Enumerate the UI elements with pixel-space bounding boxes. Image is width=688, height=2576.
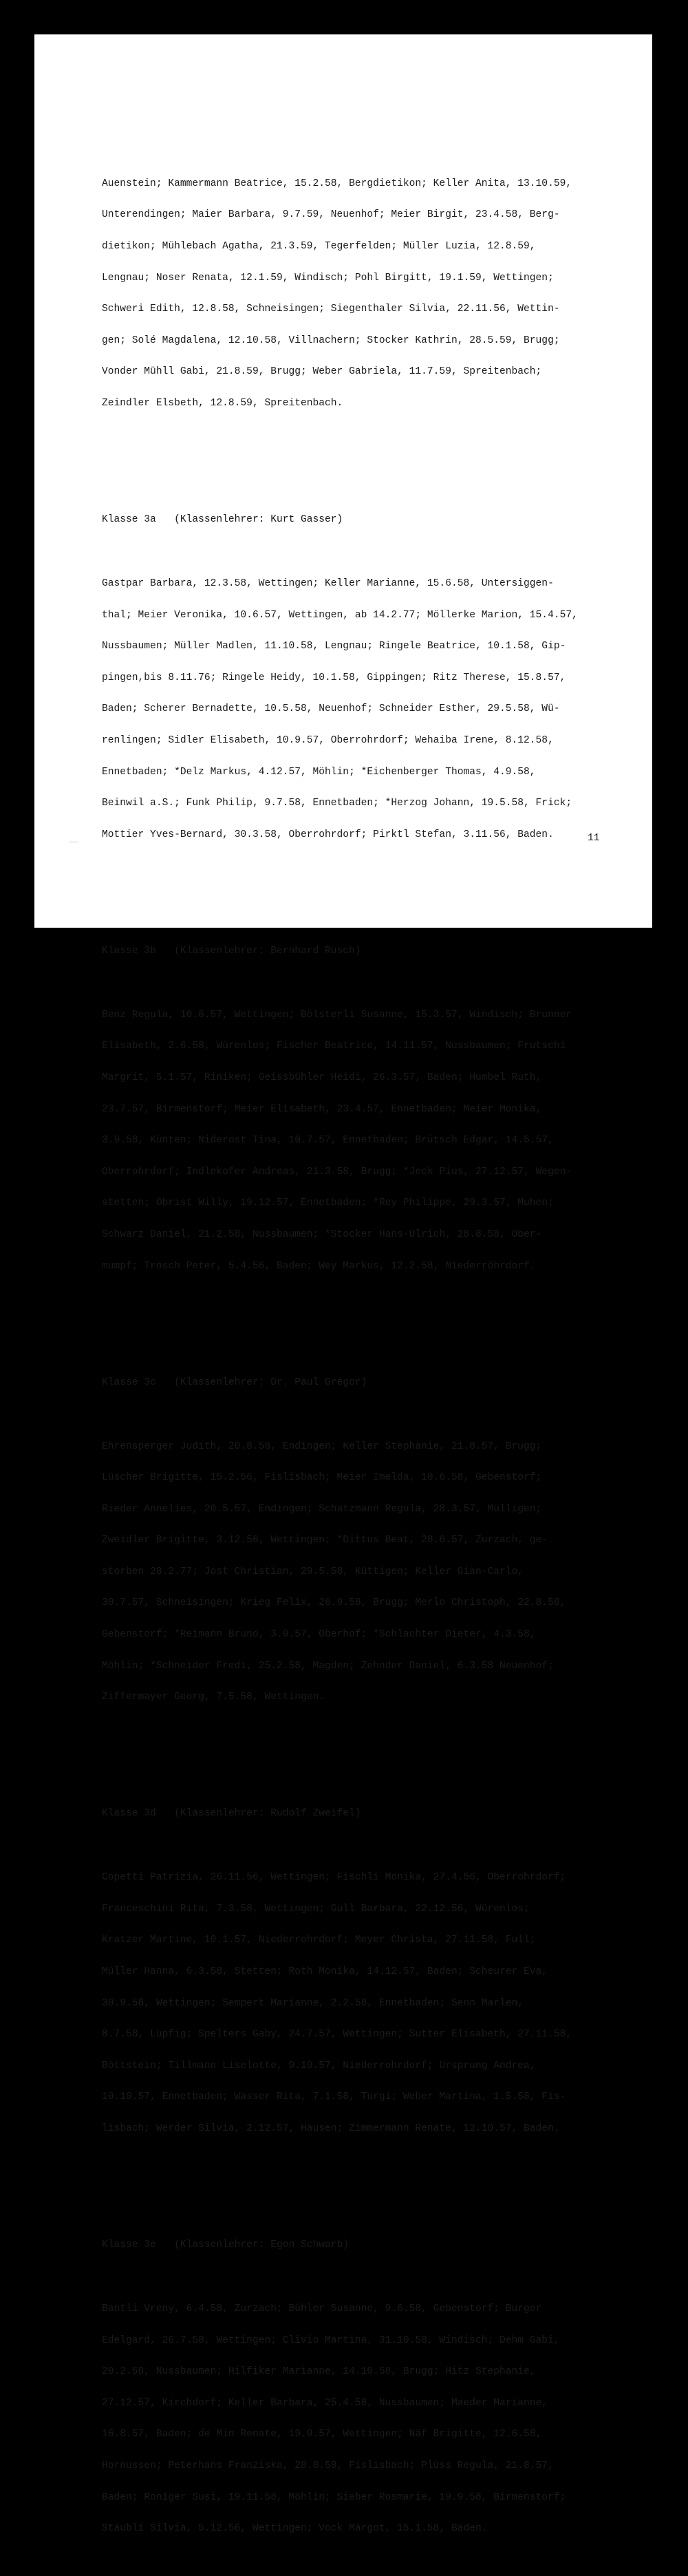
text-line: Beinwil a.S.; Funk Philip, 9.7.58, Ennetbaden; *Herzog Johann, 19.5.58, Frick; [102, 798, 572, 809]
text-line: Vonder Mühll Gabi, 21.8.59, Brugg; Weber Gabriela, 11.7.59, Spreitenbach; [102, 366, 542, 378]
document-text [102, 137, 611, 2576]
text-line: Möhlin; *Schneider Fredi, 25.2.58, Magden; Zehnder Daniel, 6.3.58 Neuenhof; [102, 1660, 554, 1672]
text-line: Margrit, 5.1.57, Riniken; Geissbühler Heidi, 26.3.57, Baden; Humbel Ruth, [102, 1072, 542, 1083]
text-line: Zeindler Elsbeth, 12.8.59, Spreitenbach. [102, 397, 343, 409]
text-line: Gastpar Barbara, 12.3.58, Wettingen; Keller Marianne, 15.6.58, Untersiggen- [102, 577, 554, 589]
text-line: Böttstein; Tillmann Liselotte, 9.10.57, Niederrohrdorf; Ursprung Andrea, [102, 2060, 536, 2072]
text-line: Lengnau; Noser Renata, 12.1.59, Windisch; Pohl Birgitt, 19.1.59, Wettingen; [102, 272, 554, 284]
intro-block [102, 158, 611, 429]
text-line: lisbach; Werder Silvia, 2.12.57, Hausen; Zimmermann Renate, 12.10.57, Baden. [102, 2123, 560, 2135]
text-line: 30.9.58, Wettingen; Sempert Marianne, 2.2.58, Ennetbaden; Senn Marlen, [102, 1997, 524, 2009]
section-klasse-3a [102, 494, 611, 862]
text-line: Auenstein; Kammermann Beatrice, 15.2.58, Bergdietikon; Keller Anita, 13.10.59, [102, 178, 572, 189]
text-line: mumpf; Trösch Peter, 5.4.56, Baden; Wey Markus, 12.2.58, Niederröhrdorf. [102, 1260, 536, 1272]
text-line: Elisabeth, 2.6.58, Würenlos; Fischer Beatrice, 14.11.57, Nussbaumen; Frutschi [102, 1041, 566, 1052]
section-heading: Klasse 3a (Klassenlehrer: Kurt Gasser) [102, 513, 343, 525]
text-line: Schwarz Daniel, 21.2.58, Nussbaumen; *Stocker Hans-Ulrich, 28.8.58, Ober- [102, 1228, 542, 1240]
text-line: Hornussen; Peterhans Franziska, 28.8.58, Fislisbach; Plüss Regula, 21.8.57, [102, 2460, 554, 2472]
text-line: dietikon; Mühlebach Agatha, 21.3.59, Tegerfelden; Müller Luzia, 12.8.59, [102, 241, 536, 252]
section-heading: Klasse 3b (Klassenlehrer: Bernhard Rusch) [102, 945, 361, 957]
text-line: thal; Meier Veronika, 10.6.57, Wettingen, ab 14.2.77; Möllerke Marion, 15.4.57, [102, 609, 578, 621]
text-line: Schweri Edith, 12.8.58, Schneisingen; Siegenthaler Silvia, 22.11.56, Wettin- [102, 304, 560, 315]
section-heading: Klasse 3c (Klassenlehrer: Dr. Paul Gregor) [102, 1376, 367, 1388]
text-line: 23.7.57, Birmenstorf; Meier Elisabeth, 23.4.57, Ennetbaden; Meier Monika, [102, 1103, 542, 1115]
text-line: Ennetbaden; *Delz Markus, 4.12.57, Möhlin; *Eichenberger Thomas, 4.9.58, [102, 766, 536, 778]
text-line: Edelgard, 26.7.58, Wettingen; Clivio Martina, 31.10.58, Windisch; Dehm Gabi, [102, 2334, 560, 2346]
section-heading: Klasse 3e (Klassenlehrer: Egon Schwarb) [102, 2239, 350, 2251]
page-number: 11 [588, 833, 600, 844]
text-line: Kratzer Martine, 10.1.57, Niederrohrdorf; Meyer Christa, 27.11.58, Full; [102, 1935, 536, 1946]
text-line: pingen,bis 8.11.76; Ringele Heidy, 10.1.58, Gippingen; Ritz Therese, 15.8.57, [102, 672, 566, 683]
text-line: Copetti Patrizia, 26.11.56, Wettingen; Fischli Monika, 27.4.56, Oberrohrdorf; [102, 1872, 566, 1884]
section-heading: Klasse 3d (Klassenlehrer: Rudolf Zweifel) [102, 1808, 361, 1820]
text-line: 8.7.58, Lupfig; Spelters Gaby, 24.7.57, Wettingen; Sutter Elisabeth, 27.11.58, [102, 2029, 572, 2041]
text-line: Lüscher Brigitte, 15.2.56, Fislisbach; Meier Imelda, 10.6.58, Gebenstorf; [102, 1472, 542, 1484]
text-line: storben 28.2.77; Jost Christian, 29.5.58, Küttigen; Keller Gian-Carlo, [102, 1566, 524, 1577]
section-klasse-3d [102, 1788, 611, 2155]
section-klasse-3b [102, 925, 611, 1292]
text-line: Unterendingen; Maier Barbara, 9.7.59, Neuenhof; Meier Birgit, 23.4.58, Berg- [102, 209, 560, 221]
text-line: Baden; Roniger Susi, 19.11.58, Möhlin; Sieber Rosmarie, 19.9.58, Birmenstorf; [102, 2491, 566, 2503]
text-line: 10.10.57, Ennetbaden; Wasser Rita, 7.1.58, Turgi; Weber Martina, 1.5.58, Fis- [102, 2091, 566, 2103]
text-line: 16.8.57, Baden; de Min Renate, 19.9.57, Wettingen; Näf Brigitte, 12.6.58, [102, 2429, 542, 2440]
text-line: 3.9.58, Künten; Nideröst Tina, 10.7.57, Ennetbaden; Brütsch Edgar, 14.5.57, [102, 1135, 554, 1147]
document-page [34, 34, 652, 2535]
text-line: Mottier Yves-Bernard, 30.3.58, Oberrohrdorf; Pirktl Stefan, 3.11.56, Baden. [102, 829, 554, 840]
text-line: Franceschini Rita, 7.3.58, Wettingen; Gull Barbara, 22.12.56, Würenlos; [102, 1903, 530, 1915]
section-klasse-3e [102, 2220, 611, 2555]
text-line: Ziffermayer Georg, 7.5.58, Wettingen. [102, 1692, 325, 1703]
text-line: Müller Hanna, 6.3.58, Stetten; Roth Monika, 14.12.57, Baden; Scheurer Eva, [102, 1966, 548, 1978]
text-line: 27.12.57, Kirchdorf; Keller Barbara, 25.4.58, Nussbaumen; Maeder Marianne, [102, 2397, 548, 2409]
section-klasse-3c [102, 1356, 611, 1724]
text-line: 30.7.57, Schneisingen; Krieg Felix, 26.9.58, Brugg; Merlo Christoph, 22.8.58, [102, 1597, 566, 1609]
text-line: Stäubli Silvia, 5.12.56, Wettingen; Vock Margot, 15.1.58, Baden. [102, 2523, 488, 2535]
text-line: stetten; Obrist Willy, 19.12.57, Ennetbaden; *Rey Philippe, 29.3.57, Muhen; [102, 1197, 554, 1209]
text-line: renlingen; Sidler Elisabeth, 10.9.57, Oberrohrdorf; Wehaiba Irene, 8.12.58, [102, 734, 554, 746]
text-line: Nussbaumen; Müller Madlen, 11.10.58, Lengnau; Ringele Beatrice, 10.1.58, Gip- [102, 641, 566, 652]
text-line: Bantli Vreny, 6.4.58, Zurzach; Bühler Susanne, 9.6.58, Gebenstorf; Burger [102, 2303, 542, 2315]
text-line: Oberrohrdorf; Indlekofer Andreas, 21.3.58, Brugg; *Jeck Pius, 27.12.57, Wegen- [102, 1166, 572, 1178]
text-line: Gebenstorf; *Reimann Bruno, 3.9.57, Oberhof; *Schlachter Dieter, 4.3.58, [102, 1629, 536, 1641]
text-line: Ehrensperger Judith, 20.8.58, Endingen; Keller Stephanie, 21.8.57, Brugg; [102, 1440, 542, 1452]
text-line: Benz Regula, 10.6.57, Wettingen; Bölsterli Susanne, 15.3.57, Windisch; Brunner [102, 1009, 572, 1021]
text-line: Rieder Annelies, 20.5.57, Endingen; Schatzmann Regula, 28.3.57, Mülligen; [102, 1503, 542, 1515]
text-line: Zweidler Brigitte, 3.12.56, Wettingen; *Dittus Beat, 28.6.57, Zurzach, ge- [102, 1535, 548, 1546]
text-line: gen; Solé Magdalena, 12.10.58, Villnachern; Stocker Kathrin, 28.5.59, Brugg; [102, 334, 560, 346]
text-line: 20.2.58, Nussbaumen; Hilfiker Marianne, 14.10.58, Brugg; Hitz Stephanie, [102, 2366, 536, 2378]
text-line: Baden; Scherer Bernadette, 10.5.58, Neuenhof; Schneider Esther, 29.5.58, Wü- [102, 703, 560, 715]
